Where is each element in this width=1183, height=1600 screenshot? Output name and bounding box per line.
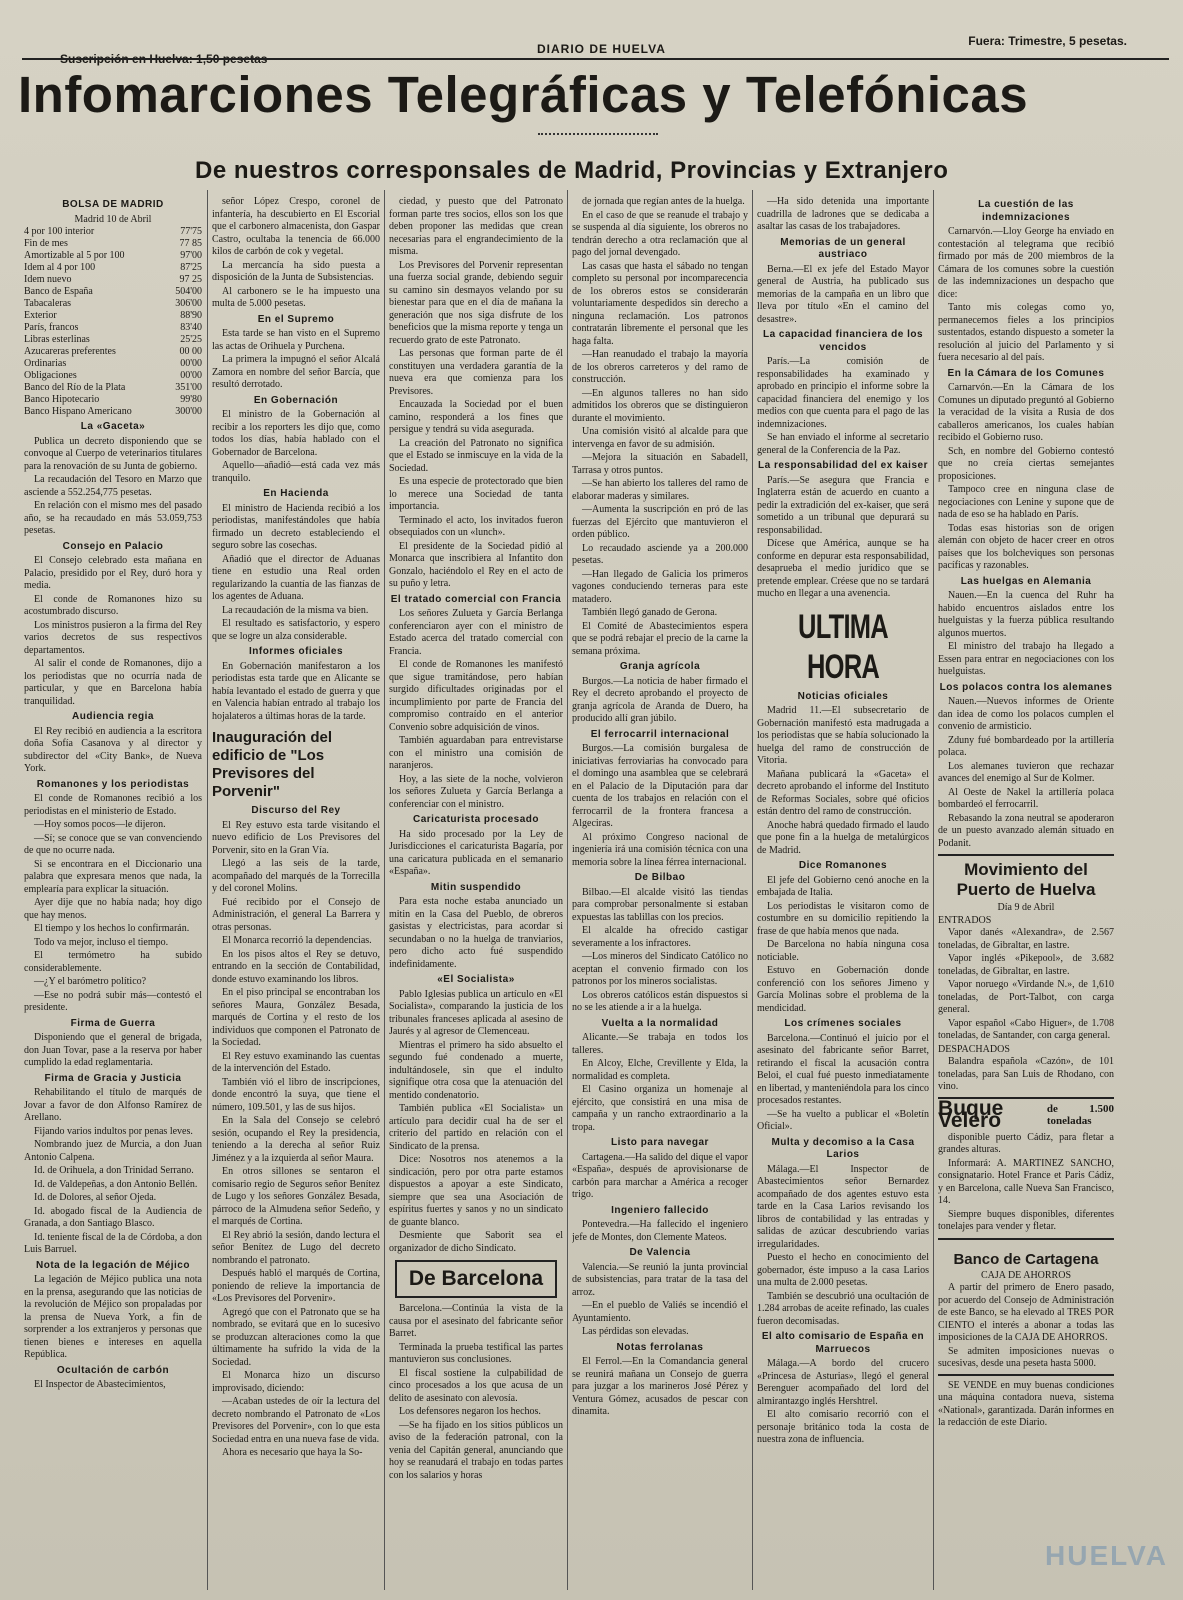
article-paragraph: —Sí; se conoce que se van convenciendo de que no ocurre nada. [24, 832, 202, 856]
article-heading: Consejo en Palacio [62, 540, 164, 552]
article-paragraph: Los señores Zulueta y García Berlanga conferenciaron ayer con el ministro de Estado acerca del tratado comercial con Francia. [389, 608, 563, 657]
ornament-divider [538, 133, 658, 143]
column-4-articles [572, 196, 748, 1419]
buque-text [938, 1132, 1114, 1234]
article-paragraph: El Casino organiza un homenaje al ejército, que consistirá en una misa de campaña y un rancho extraordinario a la tropa. [572, 1084, 748, 1133]
stock-row [24, 370, 202, 382]
puerto-notice [938, 854, 1114, 1099]
article-paragraph: Nauen.—En la cuenca del Ruhr ha habido encuentros aislados entre los huelguistas y la fuerza pública resultando algunos muertos. [938, 590, 1114, 639]
article-paragraph: El Rey estuvo examinando las cuentas de la intervención del Estado. [212, 1050, 380, 1074]
article-paragraph: —Ese no podrá subir más—contestó el presidente. [24, 989, 202, 1013]
puerto-despachados: DESPACHADOS [938, 1043, 1010, 1055]
column-6 [938, 196, 1114, 1591]
article-paragraph: El alto comisario recorrió con el personaje británico toda la costa de nuestra zona de influencia. [757, 1409, 929, 1445]
article-paragraph: En relación con el mismo mes del pasado año, se ha recaudado en más 53.059,753 pesetas. [24, 500, 202, 536]
stock-table [24, 226, 202, 418]
article-paragraph: El jefe del Gobierno cenó anoche en la embajada de Italia. [757, 874, 929, 898]
article-paragraph: Carnarvón.—Lloy George ha enviado en contestación al telegrama que recibió firmado por más de 200 miembros de la Cámara de los comunes sobre la cuestión de las indemnizaciones un despacho que dice: [938, 226, 1114, 300]
article-paragraph: París.—Se asegura que Francia e Inglaterra están de acuerdo en cuanto a pedir la extradición del ex-kaiser, que será sometido a un tribunal que depurará su responsabilidad. [757, 474, 929, 536]
inauguration-headline: Inauguración del edificio de "Los Previsores del Porvenir" [212, 729, 333, 800]
article-paragraph: Burgos.—La comisión burgalesa de iniciativas ferroviarias ha convocado para el domingo una asamblea que se celebrará en el Palacio de la Diputación para dar cuenta de los trabajos en relación con el ferrocarril de la frontera francesa a Algeciras. [572, 743, 748, 829]
article-heading: De Valencia [629, 1247, 691, 1258]
article-heading: En la Cámara de los Comunes [947, 367, 1105, 379]
article-paragraph: Los Previsores del Porvenir representan una fuerza social grande, debiendo seguir su camino sin desmayos velando por su bienestar para que en el día de mañana la generación que nos siga disfrute de los beneficios que la misma reporte y tenga un recuerdo grato de este Patronato. [389, 259, 563, 346]
stock-row [24, 286, 202, 298]
puerto-title: Movimiento del Puerto de Huelva [956, 860, 1096, 899]
article-paragraph: El Monarca recorrió la dependencias. [222, 935, 372, 946]
stock-row [24, 262, 202, 274]
article-paragraph: Id. de Dolores, al señor Ojeda. [34, 1192, 157, 1203]
article-paragraph: Fijando varios indultos por penas leves. [34, 1125, 193, 1137]
stock-value: 83'40 [180, 322, 202, 333]
article-paragraph: Después habló el marqués de Cortina, poniendo de relieve la importancia de «Los Previsores del Porvenir». [212, 1268, 380, 1304]
banco-title: Banco de Cartagena [953, 1250, 1099, 1268]
article-paragraph: Esta tarde se han visto en el Supremo las actas de Orihuela y Purchena. [212, 328, 380, 352]
article-paragraph: Si se encontrara en el Diccionario una palabra que expresara menos que nada, la emplearía para explicar la situación. [24, 858, 202, 895]
article-heading: Discurso del Rey [251, 805, 341, 816]
article-paragraph: París.—La comisión de responsabilidades ha examinado y aprobado en principio el informe sobre la capacidad financiera del enemigo y los medios con que cuenta para el pago de las indemnizaciones. [757, 356, 929, 430]
article-paragraph: El Monarca hizo un discurso improvisado, diciendo: [212, 1370, 380, 1394]
article-heading: Granja agrícola [619, 661, 701, 672]
stock-label: Obligaciones [24, 370, 77, 381]
article-heading: Nota de la legación de Méjico [36, 1259, 190, 1271]
ship-entry: Balandra española «Cazón», de 101 toneladas, para San Luis de Rhodano, con vino. [938, 1056, 1114, 1092]
article-paragraph: Los alemanes tuvieron que rechazar avances del enemigo al Sur de Kolmer. [938, 760, 1114, 784]
column-1 [24, 196, 202, 1591]
article-heading: Romanones y los periodistas [36, 778, 190, 790]
stock-value: 25'25 [180, 334, 202, 345]
bolsa-title: BOLSA DE MADRID [62, 199, 164, 210]
ultima-hora-headline: ULTIMA HORA [798, 607, 888, 686]
article-paragraph: Nauen.—Nuevos informes de Oriente dan idea de como los polacos cumplen el convenio de armisticio. [938, 696, 1114, 732]
article-paragraph: Las personas que forman parte de él constituyen una verdadera garantía de la nueva era que comienza para los Previsores. [389, 348, 563, 397]
article-paragraph: El Rey abrió la sesión, dando lectura el señor Benítez de Lugo del decreto nombrando el patronato. [212, 1229, 380, 1266]
article-paragraph: También aguardaban para entrevistarse con el ministro una comisión de naranjeros. [389, 735, 563, 771]
article-paragraph: El termómetro ha subido considerablemente. [24, 950, 202, 974]
article-paragraph: El ministro de Hacienda recibió a los periodistas, manifestándoles que había firmado un decreto estableciendo el seguro sobre las cosechas. [212, 502, 380, 551]
article-paragraph: Málaga.—A bordo del crucero «Princesa de Asturias», llegó el general Berenguer acompañado del lord del almirantazgo inglés Hershtrel. [757, 1358, 929, 1407]
stock-label: 4 por 100 interior [24, 226, 95, 237]
article-heading: Los crímenes sociales [784, 1018, 902, 1029]
stock-value: 306'00 [175, 298, 202, 309]
article-paragraph: La mercancía ha sido puesta a disposición de la Junta de Subsistencias. [212, 259, 380, 283]
stock-row [24, 394, 202, 406]
article-heading: Multa y decomiso a la Casa Larios [771, 1136, 915, 1160]
article-paragraph: —Se ha vuelto a publicar el «Boletín Oficial». [757, 1108, 929, 1132]
column-4 [572, 196, 748, 1591]
article-paragraph: —¿Y el barómetro político? [34, 976, 147, 987]
article-paragraph: Encauzada la Sociedad por el buen camino, responderá a los fines que persigue y tendrá su vida asegurada. [389, 399, 563, 435]
ad-paragraph: Se admiten imposiciones nuevas o sucesivas, desde una peseta hasta 5000. [938, 1345, 1114, 1369]
article-paragraph: El tiempo y los hechos lo confirmarán. [34, 923, 190, 934]
bolsa-date: Madrid 10 de Abril [74, 213, 152, 225]
article-heading: Mitin suspendido [430, 881, 522, 893]
article-heading: Las huelgas en Alemania [960, 575, 1092, 587]
article-paragraph: En el caso de que se reanude el trabajo y se suspenda al día siguiente, los obreros no tendrán derecho a otra reclamación que al pago del jornal devengado. [572, 209, 748, 258]
article-paragraph: de jornada que regían antes de la huelga. [582, 196, 745, 207]
stock-value: 87'25 [180, 262, 202, 273]
article-paragraph: —Los mineros del Sindicato Católico no aceptan el convenio firmado con los patronos por los mineros socialistas. [572, 951, 748, 987]
column-5 [757, 196, 929, 1591]
stock-row [24, 238, 202, 250]
stock-value: 77 85 [179, 238, 202, 249]
article-heading: Vuelta a la normalidad [601, 1017, 719, 1029]
stock-row [24, 274, 202, 286]
article-paragraph: —Hoy somos pocos—le dijeron. [34, 819, 166, 830]
article-paragraph: El Rey estuvo esta tarde visitando el nuevo edificio de Los Previsores del Porvenir, sito en la Gran Vía. [212, 819, 380, 856]
stock-value: 99'80 [180, 394, 202, 405]
stock-label: Ordinarias [24, 358, 67, 369]
column-5-articles [757, 196, 929, 601]
article-paragraph: Id. de Orihuela, a don Trinidad Serrano. [34, 1165, 194, 1176]
article-paragraph: —Aumenta la suscripción en pró de las fuerzas del Ejército que mantuvieron el orden público. [572, 504, 748, 540]
article-paragraph: —En algunos talleres no han sido admitidos los obreros que se distinguieron durante el movimiento. [572, 387, 748, 424]
article-paragraph: Las casas que hasta el sábado no tengan completo su personal por incomparecencia de los obreros estos se considerarán voluntariamente despedidos sin derecho a ninguna reclamación. Los patronos contratarán libremente el personal que les haga falta. [572, 260, 748, 347]
article-paragraph: —En el pueblo de Valiés se incendió el Ayuntamiento. [572, 1300, 748, 1324]
stock-row [24, 250, 202, 262]
stock-label: Banco Hispano Americano [24, 406, 132, 417]
article-paragraph: Rehabilitando el título de marqués de Jovar a favor de don Alfonso Ramírez de Arellano. [24, 1087, 202, 1123]
article-paragraph: La recaudación del Tesoro en Marzo que asciende a 552.254,775 pesetas. [24, 474, 202, 498]
article-paragraph: Los periodistas le visitaron como de costumbre en su domicilio repitiendo la frase de que había menos que nada. [757, 900, 929, 937]
article-paragraph: Ha sido procesado por la Ley de Jurisdicciones el caricaturista Bagaría, por una caricatura publicada en el semanario «España». [389, 828, 563, 877]
puerto-entries [938, 927, 1114, 1043]
stock-label: Libras esterlinas [24, 334, 90, 345]
article-paragraph: El Consejo celebrado esta mañana en Palacio, presidido por el Rey, duró hora y media. [24, 555, 202, 591]
banco-subtitle: CAJA DE AHORROS [980, 1269, 1072, 1281]
article-paragraph: Bilbao.—El alcalde visitó las tiendas para comprobar personalmente si estaban expuestas las tablillas con los precios. [572, 886, 748, 923]
stock-row [24, 406, 202, 418]
article-paragraph: Fué recibido por el Consejo de Administración, el general La Barrera y otras personas. [212, 896, 380, 933]
stock-row [24, 310, 202, 322]
stock-label: Idem nuevo [24, 274, 72, 285]
article-paragraph: Sch, en nombre del Gobierno contestó que no creía ciertas semejantes proposiciones. [938, 445, 1114, 482]
article-heading: El tratado comercial con Francia [390, 593, 562, 605]
article-paragraph: Berna.—El ex jefe del Estado Mayor general de Austria, ha publicado sus memorias de la campaña en un libro que lleva por título «En el camino del desastre». [757, 263, 929, 325]
article-paragraph: El Ferrol.—En la Comandancia general se reunirá mañana un Consejo de guerra para juzgar a los marineros José Pérez y Ventura Gómez, acusados de pescar con dinamita. [572, 1356, 748, 1417]
article-paragraph: Todo va mejor, incluso el tiempo. [34, 936, 169, 948]
article-paragraph: Lo recaudado asciende ya a 200.000 pesetas. [572, 542, 748, 566]
stock-label: Azucareras preferentes [24, 346, 116, 357]
article-paragraph: Dice: Nosotros nos atenemos a la sindicación, pero por otra parte estamos dispuestos a apoyar a este Sindicato, siempre que sea una Asociación de espíritus fuertes y sanos y no un sindicato de guante blanco. [389, 1154, 563, 1228]
masthead-title: Infomarciones Telegráficas y Telefónicas [18, 66, 1029, 123]
stock-row [24, 298, 202, 310]
stock-row [24, 334, 202, 346]
article-paragraph: Id. abogado fiscal de la Audiencia de Granada, a don Santiago Blasco. [24, 1205, 202, 1229]
article-paragraph: Las pérdidas son elevadas. [582, 1326, 689, 1337]
article-heading: La «Gaceta» [80, 421, 146, 432]
ad-paragraph: A partir del primero de Enero pasado, por acuerdo del Consejo de Administración de este Banco, se ha elevado al TRES POR CIENTO el interés a abonar a todas las imposiciones de la CAJA DE AHORROS. [938, 1282, 1114, 1343]
article-paragraph: —Se ha fijado en los sitios públicos un aviso de la federación patronal, con la venia del Capitán general, anunciando que hoy se reanudará el trabajo en todas partes con los salarios y horas [389, 1419, 563, 1481]
stock-label: París, francos [24, 322, 79, 333]
column-rule [207, 190, 208, 1590]
article-paragraph: Desmiente que Saborit sea el organizador de dicho Sindicato. [389, 1230, 563, 1254]
watermark-logo: HUELVA [1045, 1540, 1168, 1571]
stock-row [24, 382, 202, 394]
article-paragraph: El presidente de la Sociedad pidió al Monarca que inscribiera al Infantito don Gonzalo, haciéndolo el Rey en el acto de su puño y letra. [389, 540, 563, 589]
article-paragraph: En la Sala del Consejo se celebró sesión, ocupando el Rey la presidencia, teniendo a la derecha al señor Ruiz Jiménez y a la izquierda al señor Maura. [212, 1115, 380, 1164]
article-heading: El alto comisario de España en Marruecos [761, 1331, 925, 1355]
stock-label: Tabacaleras [24, 298, 72, 309]
article-paragraph: También publica «El Socialista» un artículo para decidir cual ha de ser el criterio del partido en relación con el Sindicato de la prensa. [389, 1103, 563, 1152]
stock-row [24, 226, 202, 238]
article-paragraph: Llegó a las seis de la tarde, acompañado del marqués de la Torrecilla y del coronel Molins. [212, 858, 380, 894]
article-paragraph: Los defensores negaron los hechos. [399, 1406, 541, 1417]
article-paragraph: Nombrando juez de Murcia, a don Juan Antonio Calpena. [24, 1139, 202, 1163]
article-paragraph: El ministro del trabajo ha llegado a Essen para entrar en negociaciones con los huelguistas. [938, 641, 1114, 677]
buque-title: Buque Velero [938, 1096, 1004, 1132]
article-paragraph: Madrid 11.—El subsecretario de Gobernación manifestó esta madrugada a los periodistas que se había solucionado la huelga del ramo de construcción de Vitoria. [757, 705, 929, 766]
newspaper-name: DIARIO DE HUELVA [537, 42, 666, 56]
stock-value: 00'00 [180, 358, 202, 369]
article-heading: Audiencia regia [72, 711, 154, 722]
article-paragraph: El conde de Romanones recibió a los periodistas en el ministerio de Estado. [24, 793, 202, 817]
ad-paragraph: Informará: A. MARTINEZ SANCHO, consignatario. Hotel France et Paris Cádiz, y en Barcelona, calle Nueva San Francisco, 14. [938, 1157, 1114, 1206]
article-paragraph: Valencia.—Se reunió la junta provincial de subsistencias, para tratar de la tasa del arroz. [572, 1261, 748, 1298]
article-paragraph: Mientras el primero ha sido absuelto el segundo fué condenado a muerte, indultándosele, sin que el indulto signifique otra cosa que la atenuación del mentido condenatorio. [389, 1039, 563, 1101]
article-paragraph: Tanto mis colegas como yo, permanecemos fieles a los principios sustentados, estando dispuesto a someter la resolución al juicio del Parlamento y si fuera necesario al del país. [938, 302, 1114, 363]
article-paragraph: —Se han abierto los talleres del ramo de elaborar maderas y similares. [572, 478, 748, 502]
article-paragraph: Alicante.—Se trabaja en todos los talleres. [572, 1032, 748, 1056]
ad-paragraph: Siempre buques disponibles, diferentes tonelajes para vender y fletar. [938, 1208, 1114, 1232]
article-paragraph: Barcelona.—Continuó el juicio por el asesinato del fabricante señor Barret, retirando el fiscal la acusación contra Beloi, el cual fué puesto inmediatamente en libertad, y manteniéndola para los cinco procesados restantes. [757, 1032, 929, 1106]
article-paragraph: Añadió que el director de Aduanas tiene en estudio una Real orden regularizando la cuantía de las fianzas de los agentes de Aduana. [212, 553, 380, 602]
article-paragraph: Ahora es necesario que haya la So- [222, 1447, 363, 1458]
column-rule [567, 190, 568, 1590]
article-paragraph: Mañana publicará la «Gaceta» el decreto aprobando el informe del Instituto de Reformas Sociales, sobre qué oficios están dentro del ramo de construcción. [757, 768, 929, 817]
article-paragraph: Al salir el conde de Romanones, dijo a los periodistas que no ocurría nada de particular, y que en Barcelona había tranquilidad. [24, 658, 202, 707]
column-5-articles-b [757, 691, 929, 1447]
stock-value: 88'90 [180, 310, 202, 321]
subscription-outside: Fuera: Trimestre, 5 pesetas. [968, 34, 1127, 48]
article-heading: La responsabilidad del ex kaiser [758, 460, 928, 471]
article-paragraph: Carnarvón.—En la Cámara de los Comunes un diputado preguntó al Gobierno la veracidad de la visita a Rusia de dos caballeros americanos, los cuales habían recibido el Gobierno ruso. [938, 382, 1114, 443]
article-heading: Noticias oficiales [797, 690, 889, 702]
article-paragraph: ciedad, y puesto que del Patronato forman parte tres socios, ellos son los que deben proponer las medidas que crean necesarias para el engrandecimiento de la misma. [389, 196, 563, 257]
article-paragraph: Zduny fué bombardeado por la artillería polaca. [938, 734, 1114, 758]
barcelona-headline: De Barcelona [395, 1260, 557, 1298]
article-heading: Firma de Guerra [70, 1017, 156, 1029]
article-heading: Listo para navegar [611, 1137, 709, 1148]
column-2-articles [212, 196, 380, 723]
article-paragraph: Una comisión visitó al alcalde para que intervenga en favor de su admisión. [572, 426, 748, 450]
buque-ad [938, 1096, 1114, 1132]
header-rule [22, 58, 1169, 60]
article-paragraph: En Gobernación manifestaron a los periodistas esta tarde que en Alicante se había levantado el estado de guerra y que en Valencia habían entrado al trabajo los hojalateros a últimas horas de la tarde. [212, 660, 380, 722]
article-paragraph: Todas esas historias son de origen alemán con objeto de hacer creer en otros países que los bolcheviques son personas pacíficas y razonables. [938, 522, 1114, 571]
article-heading: De Bilbao [634, 872, 686, 883]
stock-value: 300'00 [175, 406, 202, 417]
article-paragraph: Para esta noche estaba anunciado un mitin en la Casa del Pueblo, de obreros gasistas y electricistas, para acordar si secundaban o no la huelga de tranviarios, pero dicho acto fué suspendido indefinidamente. [389, 896, 563, 970]
article-heading: Dice Romanones [798, 860, 888, 871]
stock-label: Banco de España [24, 286, 93, 297]
article-heading: El ferrocarril internacional [590, 728, 730, 740]
article-heading: La cuestión de las indemnizaciones [978, 199, 1074, 223]
article-paragraph: El Inspector de Abastecimientos, [34, 1379, 166, 1390]
article-paragraph: La recaudación de la misma va bien. [222, 604, 369, 616]
column-rule [752, 190, 753, 1590]
article-paragraph: El fiscal sostiene la culpabilidad de cinco procesados a los que acusa de un delito de asesinato con alevosía. [389, 1367, 563, 1404]
article-paragraph: También llegó ganado de Gerona. [582, 607, 718, 618]
buque-tonnage: de 1.500 toneladas [1046, 1103, 1114, 1127]
article-paragraph: Puesto el hecho en conocimiento del gobernador, éste impuso a la casa Larios una multa de 2.000 pesetas. [757, 1252, 929, 1288]
article-paragraph: —Han reanudado el trabajo la mayoría de los obreros carreteros y del ramo de construcción. [572, 349, 748, 385]
article-paragraph: Pontevedra.—Ha fallecido el ingeniero jefe de Montes, don Clemente Mateos. [572, 1219, 748, 1243]
column-2 [212, 196, 380, 1591]
article-heading: Firma de Gracia y Justicia [44, 1072, 182, 1084]
banco-ad [938, 1238, 1114, 1376]
article-heading: Memorias de un general austriaco [780, 236, 906, 260]
article-paragraph: La primera la impugnó el señor Alcalá Zamora en nombre del señor Barcía, que resultó derrotado. [212, 354, 380, 390]
article-paragraph: Estuvo en Gobernación donde conferenció con los señores Jimeno y García Molinas sobre el problema de la mendicidad. [757, 965, 929, 1014]
ship-entry: Vapor inglés «Pikepool», de 3.682 toneladas, de Gibraltar, en lastre. [938, 953, 1114, 977]
stock-value: 504'00 [175, 286, 202, 297]
article-paragraph: En Alcoy, Elche, Crevillente y Elda, la normalidad es completa. [572, 1058, 748, 1082]
article-paragraph: Es una especie de protectorado que bien lo merece una Sociedad de tanta importancia. [389, 476, 563, 512]
stock-value: 97'00 [180, 250, 202, 261]
ship-entry: Vapor noruego «Virdande N.», de 1,610 toneladas, de Port-Talbot, con carga general. [938, 979, 1114, 1015]
article-paragraph: Id. de Valdepeñas, a don Antonio Bellén. [34, 1178, 198, 1190]
stock-label: Amortizable al 5 por 100 [24, 250, 125, 261]
article-paragraph: La legación de Méjico publica una nota en la prensa, asegurando que las noticias de la revolución de Méjico son propaladas por la prensa de Nueva York, a fin de sorprender a los extranjeros y personas que tienen bienes e intereses en aquella República. [24, 1274, 202, 1360]
article-paragraph: Hoy, a las siete de la noche, volvieron los señores Zulueta y García Berlanga a conferenciar con el ministro. [389, 773, 563, 810]
stock-row [24, 322, 202, 334]
article-paragraph: Agregó que con el Patronato que se ha nombrado, se evitará que en lo sucesivo se produzcan alteraciones como la que últimamente ha sufrido la vida de la Sociedad. [212, 1306, 380, 1368]
se-vende-notice: SE VENDE en muy buenas condiciones una máquina contadora nueva, sistema «National», garantizada. Darán informes en la redacción de este Diario. [938, 1379, 1114, 1428]
article-paragraph: Málaga.—El Inspector de Abastecimientos señor Bernardez acompañado de dos agentes estuvo esta tarde en la Casa Larios revisando los libros de contabilidad y las entradas y salidas de azúcar descubriendo varias irregularidades. [757, 1163, 929, 1250]
article-paragraph: Al carbonero se le ha impuesto una multa de 5.000 pesetas. [212, 285, 380, 309]
article-paragraph: Tampoco cree en ninguna clase de negociaciones con Lenine y supone que de nada de eso se ha hablado en París. [938, 484, 1114, 520]
article-paragraph: El resultado es satisfactorio, y espero que se logre un alza considerable. [212, 618, 380, 642]
article-paragraph: El alcalde ha ofrecido castigar severamente a los infractores. [572, 925, 748, 949]
article-paragraph: —Ha sido detenida una importante cuadrilla de ladrones que se dedicaba a asaltar las casas de los trabajadores. [757, 196, 929, 232]
article-heading: Informes oficiales [248, 646, 344, 657]
article-heading: Los polacos contra los alemanes [939, 681, 1113, 693]
ship-entry: Vapor español «Cabo Higuer», de 1.708 toneladas, de Santander, con carga general. [938, 1017, 1114, 1041]
article-paragraph: Terminada la prueba testifical las partes mantuvieron sus conclusiones. [389, 1341, 563, 1365]
article-paragraph: Al próximo Congreso nacional de ingeniería irá una comisión técnica con una memoria sobre la línea férrea internacional. [572, 831, 748, 868]
article-paragraph: Dícese que América, aunque se ha conforme en depurar esta responsabilidad, desaprueba el medio jurídico que se pretende emplear. Créese que no se tardará mucho en llegar a una avenencia. [757, 538, 929, 599]
stock-value: 97 25 [179, 274, 202, 285]
column-1-articles [24, 421, 202, 1392]
stock-label: Idem al 4 por 100 [24, 262, 96, 273]
article-paragraph: señor López Crespo, coronel de infantería, ha descubierto en El Escorial que el carbonero almacenista, don Gaspar Castro, ocultaba la tenencia de 66.000 kilos de carbón de cok y vegetal. [212, 196, 380, 257]
article-heading: En Gobernación [253, 394, 339, 406]
stock-row [24, 358, 202, 370]
article-paragraph: Disponiendo que el general de brigada, don Juan Tovar, pase a la reserva por haber cumplido la edad reglamentaria. [24, 1032, 202, 1068]
column-rule [933, 190, 934, 1590]
article-paragraph: Se han enviado el informe al secretario general de la Conferencia de la Paz. [757, 432, 929, 456]
article-paragraph: En otros sillones se sentaron el comisario regio de Seguros señor Benítez de Lugo y los señores González Besada, párroco de la Almudena señor Sedeño, y el marqués de Cortina. [212, 1166, 380, 1227]
article-paragraph: La creación del Patronato no significa que el Estado se inmiscuye en la vida de la Sociedad. [389, 437, 563, 474]
article-paragraph: El ministro de la Gobernación al recibir a los reporters les dijo que, como todos los días, había hablado con el Gobernador de Barcelona. [212, 409, 380, 458]
column-3-articles [389, 196, 563, 1255]
article-paragraph: De Barcelona no había ninguna cosa noticiable. [757, 939, 929, 963]
article-heading: La capacidad financiera de los vencidos [762, 329, 924, 353]
article-paragraph: También se descubrió una ocultación de 1.284 arrobas de aceite refinado, las cuales fueron decomisadas. [757, 1290, 929, 1327]
article-paragraph: Aquello—añadió—está cada vez más tranquilo. [212, 460, 380, 484]
column-3 [389, 196, 563, 1591]
article-heading: Notas ferrolanas [616, 1341, 704, 1353]
puerto-entrados: ENTRADOS [938, 914, 992, 926]
column-6-articles [938, 199, 1114, 850]
article-paragraph: Al Oeste de Nakel la artillería polaca bombardeó el ferrocarril. [938, 786, 1114, 810]
article-heading: En el Supremo [257, 313, 335, 325]
article-paragraph: El conde de Romanones hizo su acostumbrado discurso. [24, 593, 202, 617]
stock-label: Fin de mes [24, 238, 68, 249]
article-paragraph: El Rey recibió en audiencia a la escritora doña Sofía Casanova y al director y subdirector del «City Bank», de Nueva York. [24, 725, 202, 774]
article-paragraph: Rebasando la zona neutral se apoderaron de un puesto avanzado alemán situado en Podanit. [938, 812, 1114, 849]
article-paragraph: También vió el libro de inscripciones, donde encontró la suya, que tiene el número, 109.501, y las de sus hijos. [212, 1076, 380, 1113]
stock-value: 00 00 [179, 346, 202, 357]
column-3-articles-b [389, 1303, 563, 1482]
article-paragraph: Los obreros católicos están dispuestos si no se les atiende a ir a la huelga. [572, 989, 748, 1013]
article-paragraph: —Han llegado de Galicia los primeros vagones conduciendo terneras para este matadero. [572, 568, 748, 605]
puerto-departures [938, 1056, 1114, 1094]
article-paragraph: Los ministros pusieron a la firma del Rey varios decretos de sus respectivos departamentos. [24, 619, 202, 656]
article-paragraph: Anoche habrá quedado firmado el laudo que pone fin a la huelga de metalúrgicos de Madrid. [757, 819, 929, 856]
article-paragraph: Terminado el acto, los invitados fueron obsequiados con un «lunch». [389, 514, 563, 538]
article-paragraph: Publica un decreto disponiendo que se convoque al Cuerpo de veterinarios titulares para la renovación de su Junta de gobierno. [24, 435, 202, 472]
column-2-articles-b [212, 805, 380, 1460]
article-paragraph: El Comité de Abastecimientos espera que se podrá rebajar el precio de la carne la semana próxima. [572, 620, 748, 657]
page-header [22, 30, 1169, 56]
article-paragraph: —Mejora la situación en Sabadell, Tarrasa y otros puntos. [572, 452, 748, 476]
article-heading: En Hacienda [263, 488, 329, 499]
ad-paragraph: disponible puerto Cádiz, para fletar a grandes alturas. [938, 1131, 1114, 1155]
banco-text [938, 1282, 1114, 1371]
article-paragraph: En los pisos altos el Rey se detuvo, entrando en la sección de Contabilidad, donde estuvo examinando los libros. [212, 948, 380, 985]
section-subhead: De nuestros corresponsales de Madrid, Provincias y Extranjero [195, 157, 949, 184]
article-paragraph: Barcelona.—Continúa la vista de la causa por el asesinato del fabricante señor Barret. [389, 1303, 563, 1339]
stock-label: Exterior [24, 310, 57, 321]
article-paragraph: En el piso principal se encontraban los señores Maura, González Besada, marqués de Cortina y el resto de los individuos que componen el Patronato de la Sociedad. [212, 987, 380, 1048]
stock-row [24, 346, 202, 358]
article-paragraph: El conde de Romanones les manifestó que sigue tramitándose, pero habían surgido dificultades originadas por el incumplimiento por parte de Francia del compromiso contraído en el anterior Convenio sobre adquisición de vinos. [389, 659, 563, 733]
stock-value: 00'00 [180, 370, 202, 381]
article-heading: Caricaturista procesado [413, 814, 539, 825]
stock-label: Banco del Río de la Plata [24, 382, 126, 393]
article-paragraph: Ayer dije que no había nada; hoy digo que hay menos. [24, 897, 202, 921]
stock-label: Banco Hipotecario [24, 394, 100, 405]
puerto-date: Día 9 de Abril [997, 902, 1055, 913]
article-heading: «El Socialista» [437, 974, 515, 985]
article-heading: Ocultación de carbón [56, 1364, 170, 1376]
stock-value: 77'75 [180, 226, 202, 237]
article-heading: Ingeniero fallecido [611, 1204, 709, 1216]
ship-entry: Vapor danés «Alexandra», de 2.567 toneladas, de Gibraltar, en lastre. [938, 927, 1114, 951]
article-paragraph: Cartagena.—Ha salido del dique el vapor «España», después de aprovisionarse de carbón para marchar a América a recoger trigo. [572, 1151, 748, 1200]
article-paragraph: —Acaban ustedes de oír la lectura del decreto nombrando el Patronato de «Los Previsores del Porvenir», con lo que esta Sociedad entra en una nueva fase de vida. [212, 1396, 380, 1445]
stock-value: 351'00 [175, 382, 202, 393]
column-rule [384, 190, 385, 1590]
article-paragraph: Id. teniente fiscal de la de Córdoba, a don Luis Barruel. [24, 1231, 202, 1255]
article-paragraph: Pablo Iglesias publica un artículo en «El Socialista», comparando la justicia de los tribunales franceses aplicada al asesino de Jaurés y al agresor de Clemenceau. [389, 988, 563, 1037]
article-paragraph: Burgos.—La noticia de haber firmado el Rey el decreto aprobando el proyecto de granja agrícola de Aranda de Duero, ha producido allí gran júbilo. [572, 675, 748, 724]
